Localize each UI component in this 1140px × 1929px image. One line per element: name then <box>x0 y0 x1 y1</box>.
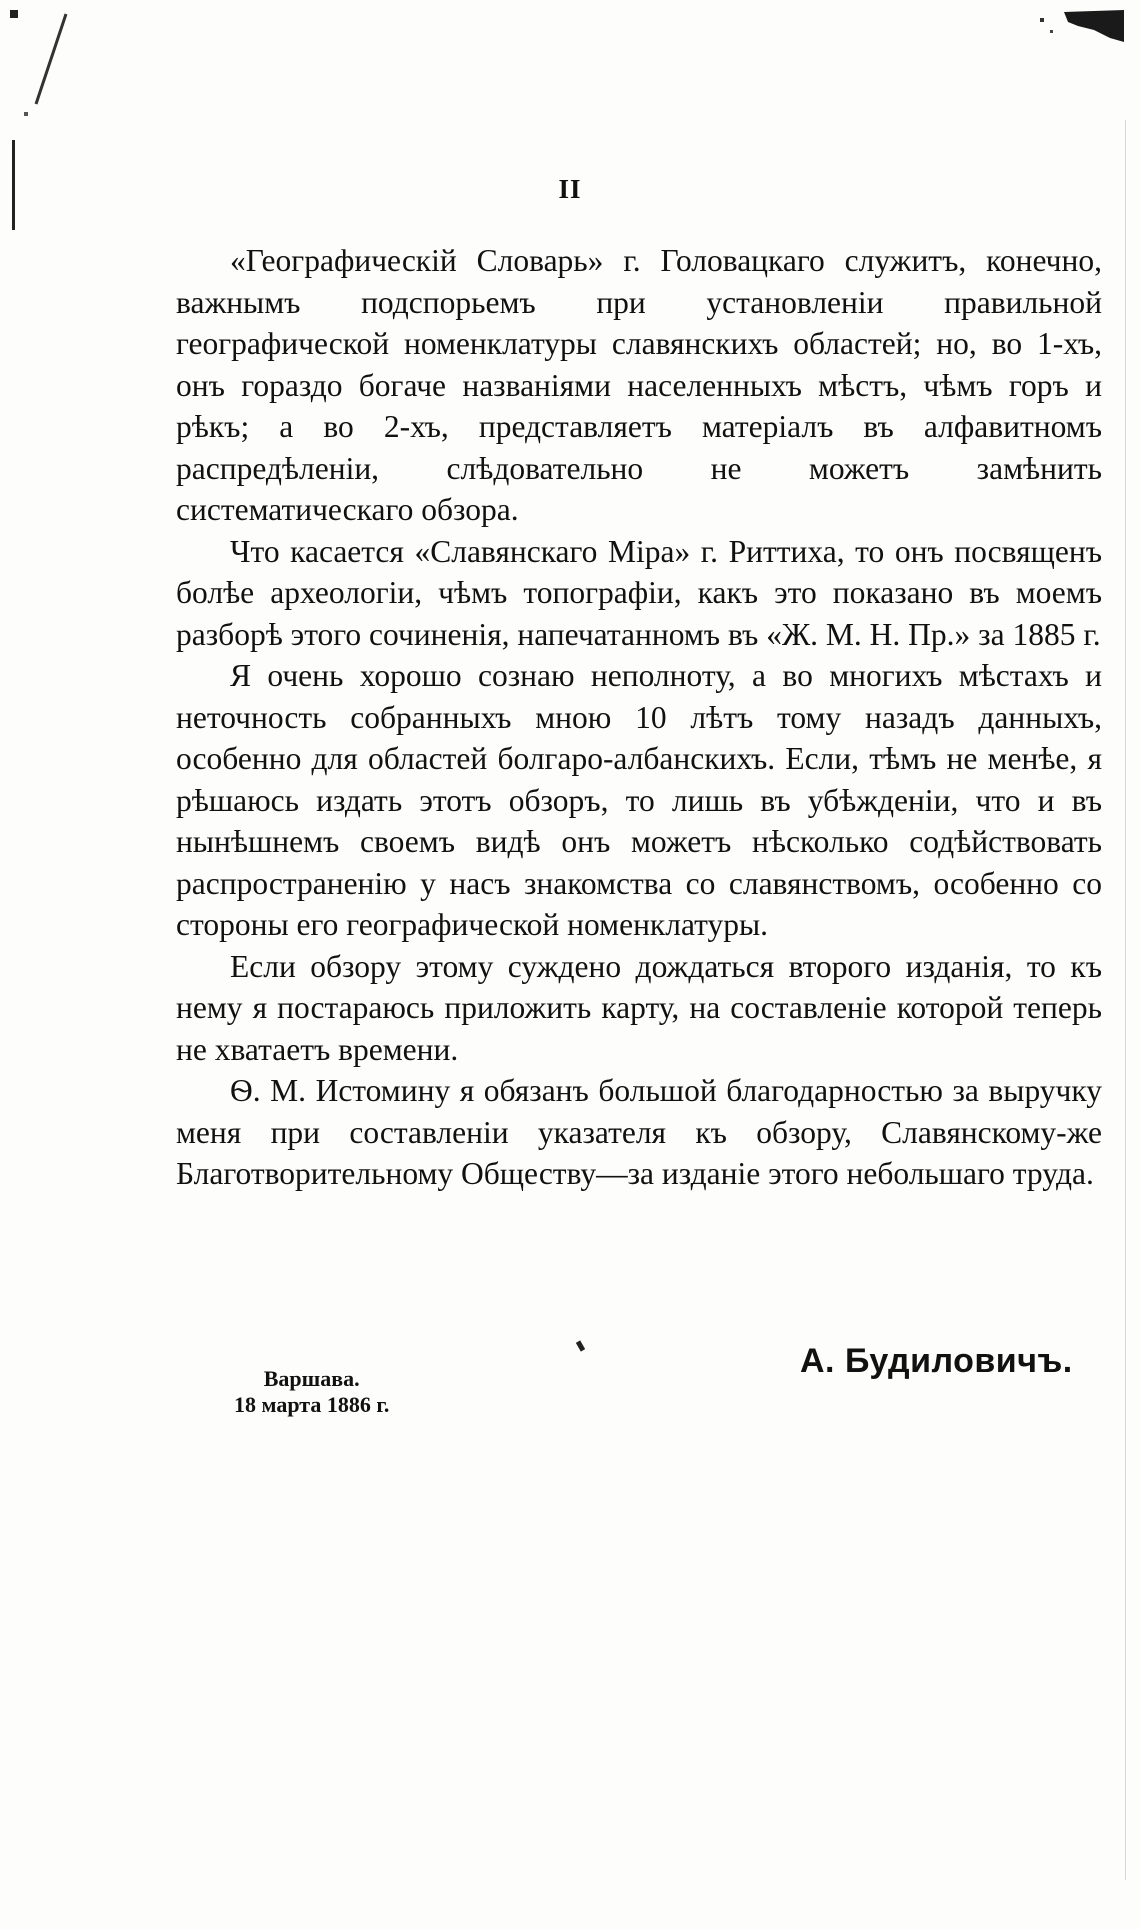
paragraph: «Географическій Словарь» г. Головацкаго служитъ, конечно, важнымъ подспорьемъ при установленіи правильной географической номенклатуры славянскихъ областей; но, во 1-хъ, онъ гораздо богаче названіями населенныхъ мѣстъ, чѣмъ горъ и рѣкъ; а во 2-хъ, представляетъ матеріалъ въ алфавитномъ распредѣленіи, слѣдовательно не можетъ замѣнить систематическаго обзора. <box>176 243 1102 527</box>
scan-artifact-mark <box>6 4 76 124</box>
paragraph: Я очень хорошо сознаю неполноту, а во многихъ мѣстахъ и неточность собранныхъ мною 10 лѣтъ тому назадъ данныхъ, особенно для областей болгаро-албанскихъ. Если, тѣмъ не менѣе, я рѣшаюсь издать этотъ обзоръ, то лишь въ убѣжденіи, что и въ нынѣшнемъ своемъ видѣ онъ можетъ нѣсколько содѣйствовать распространенію у насъ знакомства со славянствомъ, особенно со стороны его географической номенклатуры. <box>176 658 1102 942</box>
date: 18 марта 1886 г. <box>234 1392 390 1417</box>
paragraph: Ѳ. М. Истомину я обязанъ большой благодарностью за выручку меня при составленіи указателя къ обзору, Славянскому-же Благотворительному Обществу—за изданіе этого небольшаго труда. <box>176 1073 1102 1191</box>
place: Варшава. <box>263 1366 360 1391</box>
paragraph: Что касается «Славянскаго Міра» г. Риттиха, то онъ посвященъ болѣе археологіи, чѣмъ топографіи, какъ это показано въ моемъ разборѣ этого сочиненія, напечатанномъ въ «Ж. М. Н. Пр.» за 1885 г. <box>176 533 1102 652</box>
author-signature: А. Будиловичъ. <box>800 1342 1073 1380</box>
scan-artifact-edge-line <box>1125 120 1126 1880</box>
body-text <box>176 240 1102 1195</box>
paragraph: Если обзору этому суждено дождаться второго изданія, то къ нему я постараюсь приложить карту, на составленіе которой теперь не хватаетъ времени. <box>176 948 1102 1067</box>
scan-artifact-speck <box>576 1340 585 1351</box>
scan-artifact-corner <box>1034 8 1124 48</box>
place-date-block <box>234 1366 389 1418</box>
page-number: II <box>558 174 582 204</box>
